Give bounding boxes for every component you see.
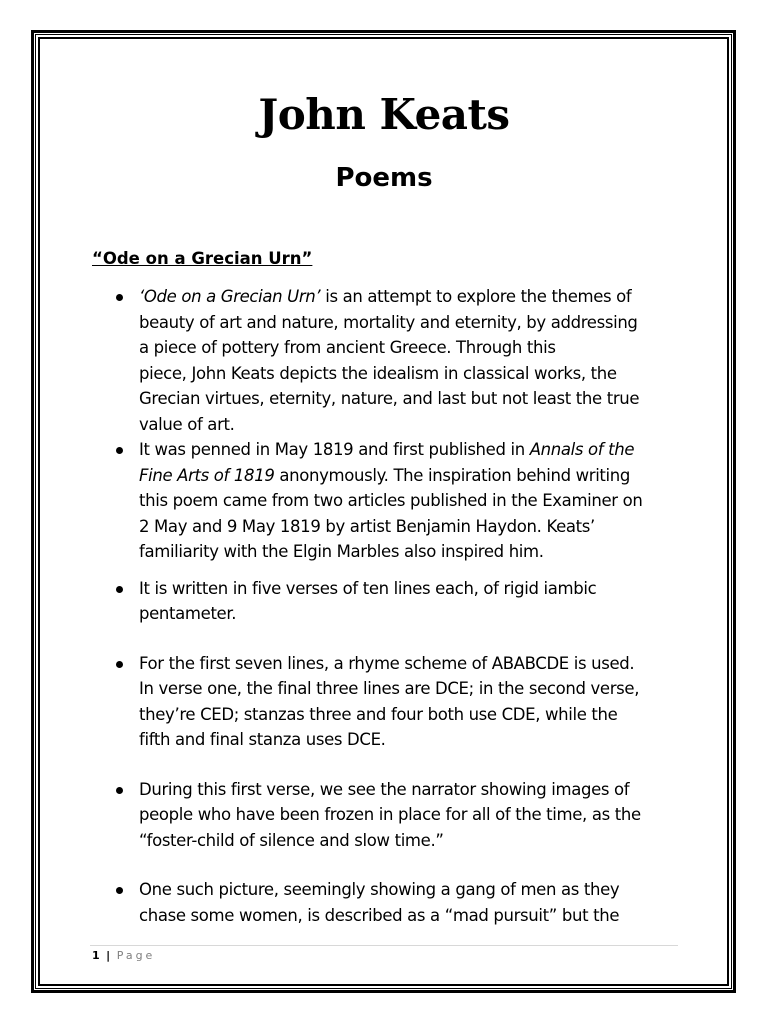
text-run: people who have been frozen in place for all of the time, as the xyxy=(139,805,641,824)
text-run: chase some women, is described as a “mad pursuit” but the xyxy=(139,905,620,925)
text-line xyxy=(139,727,679,753)
text-line xyxy=(139,361,679,387)
bullet-item xyxy=(0,437,679,565)
text-run: “foster-child of silence and slow time.” xyxy=(139,830,444,850)
text-line xyxy=(139,514,679,540)
text-run: is an attempt to explore the themes of xyxy=(320,287,632,306)
bullet-text xyxy=(139,284,679,437)
text-line xyxy=(139,877,679,903)
bullet-text xyxy=(139,576,679,627)
section-heading: “Ode on a Grecian Urn” xyxy=(92,249,313,268)
italic-text: Annals of the xyxy=(529,440,635,459)
bullet-item xyxy=(0,576,679,627)
text-run: In verse one, the final three lines are DCE; in the second verse, xyxy=(139,679,640,698)
bullet-text xyxy=(139,437,679,565)
bullet-text xyxy=(139,651,679,753)
italic-text: Fine Arts of 1819 xyxy=(139,465,275,485)
italic-text: ‘Ode on a Grecian Urn’ xyxy=(139,287,321,306)
page-footer xyxy=(92,947,155,965)
text-run: familiarity with the Elgin Marbles also inspired him. xyxy=(139,542,544,561)
text-run: a piece of pottery from ancient Greece. Through this xyxy=(139,338,556,357)
text-line xyxy=(139,488,679,514)
text-line xyxy=(139,437,679,463)
bullet-item xyxy=(0,777,679,854)
text-line xyxy=(139,802,679,828)
text-run: It is written in five verses of ten lines each, of rigid iambic xyxy=(139,578,597,598)
bullet-item xyxy=(0,284,679,437)
text-line xyxy=(139,539,679,565)
text-run: this poem came from two articles published in the Examiner on xyxy=(139,491,643,510)
bullet-text xyxy=(139,877,679,928)
text-line xyxy=(139,284,679,310)
text-run: beauty of art and nature, mortality and eternity, by addressing xyxy=(139,312,638,332)
text-line xyxy=(139,386,679,412)
bullet-text xyxy=(139,777,679,854)
text-line xyxy=(139,903,679,929)
text-line xyxy=(139,310,679,336)
text-run: fifth and final stanza uses DCE. xyxy=(139,730,386,749)
text-run: they’re CED; stanzas three and four both use CDE, while the xyxy=(139,704,618,724)
text-run: One such picture, seemingly showing a gang of men as they xyxy=(139,880,620,899)
bullet-item xyxy=(0,877,679,928)
text-run: Grecian virtues, eternity, nature, and last but not least the true xyxy=(139,389,640,408)
footer-separator: | xyxy=(106,949,111,962)
text-run: It was penned in May 1819 and first published in xyxy=(139,440,530,459)
text-run: For the first seven lines, a rhyme scheme of ABABCDE is used. xyxy=(139,653,635,673)
text-run: pentameter. xyxy=(139,604,237,623)
document-subtitle: Poems xyxy=(335,163,433,193)
text-line xyxy=(139,335,679,361)
text-line xyxy=(139,576,679,602)
text-line xyxy=(139,676,679,702)
footer-divider xyxy=(90,945,678,946)
page-number: 1 xyxy=(92,949,100,962)
text-run: piece, John Keats depicts the idealism in classical works, the xyxy=(139,363,617,383)
text-run: anonymously. The inspiration behind writing xyxy=(274,465,631,485)
text-line xyxy=(139,702,679,728)
text-line xyxy=(139,777,679,803)
text-line xyxy=(139,412,679,438)
text-run: During this first verse, we see the narrator showing images of xyxy=(139,779,630,799)
text-run: value of art. xyxy=(139,414,235,434)
text-line xyxy=(139,601,679,627)
text-run: 2 May and 9 May 1819 by artist Benjamin Haydon. Keats’ xyxy=(139,516,595,536)
text-line xyxy=(139,828,679,854)
bullet-item xyxy=(0,651,679,753)
text-line xyxy=(139,463,679,489)
document-title: John Keats xyxy=(258,90,510,139)
text-line xyxy=(139,651,679,677)
bullet-list xyxy=(0,284,768,928)
page-label: Page xyxy=(116,949,156,962)
